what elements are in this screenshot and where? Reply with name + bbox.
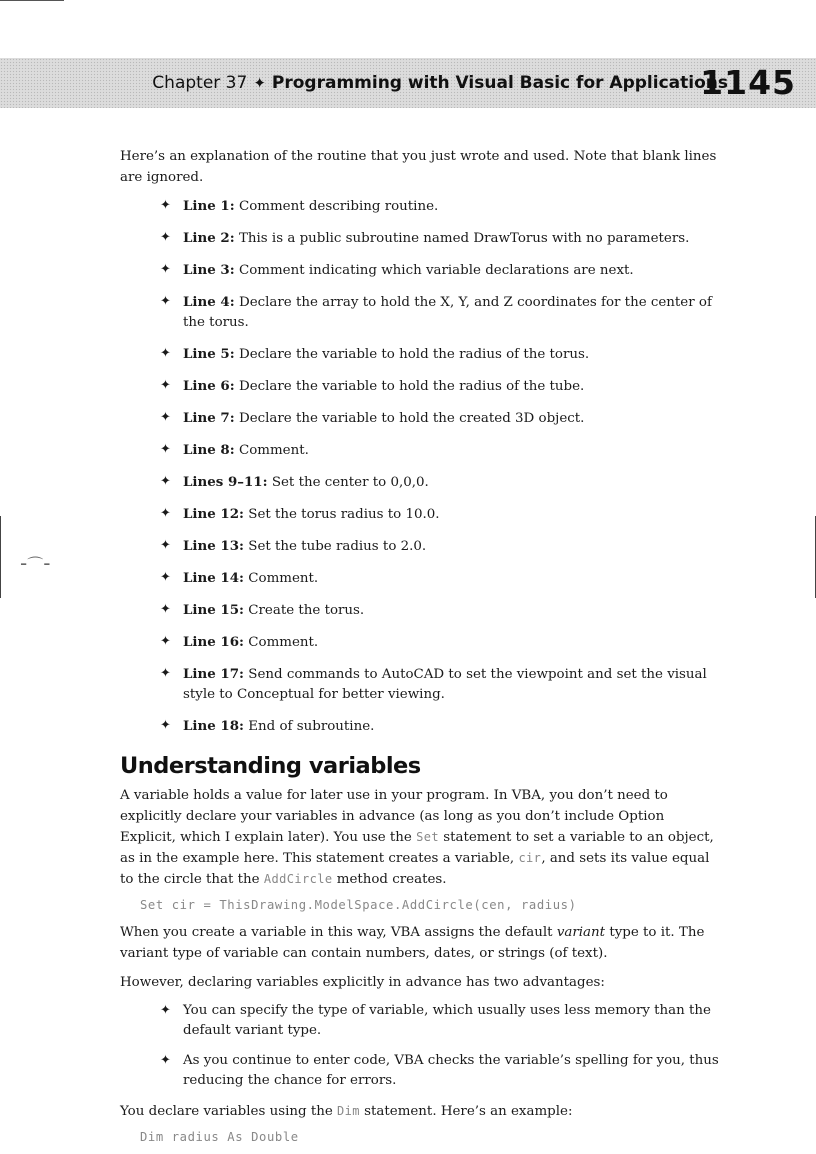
line-description: Set the center to 0,0,0.: [271, 475, 429, 490]
line-explanation-item: [120, 228, 720, 249]
line-explanation-item: [120, 536, 720, 557]
code-dim: Dim: [337, 1104, 360, 1118]
chapter-label: Chapter 37: [152, 73, 248, 93]
variant-paragraph: [120, 922, 720, 964]
margin-line-left: [0, 516, 1, 598]
line-description: Set the torus radius to 10.0.: [248, 507, 440, 522]
code-addcircle: AddCircle: [263, 872, 333, 886]
line-label: Line 13:: [183, 538, 244, 554]
line-label: Line 4:: [183, 294, 235, 310]
dim-paragraph: [120, 1101, 720, 1122]
line-label: Line 5:: [183, 346, 235, 362]
bullet-diamond-icon: ✦: [160, 602, 171, 617]
text-run: type to it. The variant type of variable can contain numbers, dates, or strings (of text).: [120, 925, 705, 961]
bullet-diamond-icon: ✦: [160, 666, 171, 681]
line-description: Declare the variable to hold the created 3D object.: [238, 411, 585, 426]
line-label: Line 17:: [183, 666, 244, 682]
advantage-text: As you continue to enter code, VBA checks the variable’s spelling for you, thus reducing the chance for errors.: [183, 1053, 719, 1088]
code-cir: cir: [518, 851, 542, 865]
line-explanation-item: [120, 716, 720, 737]
line-explanation-item: [120, 260, 720, 281]
line-description: Comment.: [248, 635, 319, 650]
page-body: [120, 146, 720, 1154]
line-explanation-item: [120, 600, 720, 621]
text-run: statement. Here’s an example:: [359, 1104, 573, 1119]
line-explanation-item: [120, 292, 720, 333]
line-explanation-item: [120, 344, 720, 365]
line-label: Line 12:: [183, 506, 244, 522]
line-description: Declare the variable to hold the radius of the tube.: [238, 379, 585, 394]
line-explanation-item: [120, 408, 720, 429]
line-label: Line 15:: [183, 602, 244, 618]
bullet-diamond-icon: ✦: [160, 442, 171, 457]
line-description: Create the torus.: [248, 603, 365, 618]
line-label: Line 7:: [183, 410, 235, 426]
line-description: Declare the variable to hold the radius of the torus.: [238, 347, 590, 362]
line-explanation-item: [120, 504, 720, 525]
line-explanation-item: [120, 440, 720, 461]
line-label: Line 2:: [183, 230, 235, 246]
bullet-diamond-icon: ✦: [160, 474, 171, 489]
line-description: Comment.: [238, 443, 309, 458]
line-explanation-item: [120, 568, 720, 589]
line-description: Comment describing routine.: [238, 199, 439, 214]
line-label: Line 6:: [183, 378, 235, 394]
bullet-diamond-icon: ✦: [160, 410, 171, 425]
advantage-item: [120, 1051, 720, 1091]
variables-paragraph: [120, 785, 720, 890]
advantages-list: [120, 1001, 720, 1091]
advantage-text: You can specify the type of variable, which usually uses less memory than the default variant type.: [183, 1003, 711, 1038]
running-head: [152, 73, 728, 93]
intro-paragraph: Here’s an explanation of the routine that you just wrote and used. Note that blank lines are ignored.: [120, 149, 717, 185]
line-description: Send commands to AutoCAD to set the viewpoint and set the visual style to Conceptual for better viewing.: [183, 667, 707, 702]
bullet-diamond-icon: ✦: [160, 378, 171, 393]
bullet-diamond-icon: ✦: [160, 1053, 171, 1068]
advantage-item: [120, 1001, 720, 1041]
line-explanation-item: [120, 376, 720, 397]
line-label: Line 3:: [183, 262, 235, 278]
line-label: Line 1:: [183, 198, 235, 214]
bullet-diamond-icon: ✦: [160, 634, 171, 649]
line-explanation-list: [120, 196, 720, 737]
line-explanation-item: [120, 664, 720, 705]
code-set: Set: [416, 830, 439, 844]
text-run: method creates.: [332, 872, 447, 887]
line-label: Line 8:: [183, 442, 235, 458]
chapter-title: Programming with Visual Basic for Applications: [271, 73, 728, 93]
line-label: Lines 9–11:: [183, 474, 268, 490]
bullet-diamond-icon: ✦: [160, 538, 171, 553]
code-example-set: Set cir = ThisDrawing.ModelSpace.AddCircle(cen, radius): [140, 898, 577, 912]
bullet-diamond-icon: ✦: [160, 294, 171, 309]
section-heading: Understanding variables: [120, 753, 421, 779]
bullet-diamond-icon: ✦: [160, 198, 171, 213]
bullet-diamond-icon: ✦: [160, 346, 171, 361]
code-example-dim: Dim radius As Double: [140, 1130, 299, 1144]
line-explanation-item: [120, 196, 720, 217]
line-description: Comment.: [248, 571, 319, 586]
line-explanation-item: [120, 472, 720, 493]
corner-rule: [0, 0, 64, 1]
text-run: statement to set a variable to an object, as in the example here. This statement creates a variable,: [120, 830, 714, 866]
text-run: When you create a variable in this way, VBA assigns the default: [120, 925, 557, 940]
line-description: End of subroutine.: [248, 719, 375, 734]
text-run: You declare variables using the: [120, 1104, 338, 1119]
crop-mark-icon: -⌒-: [20, 551, 51, 575]
line-description: Set the tube radius to 2.0.: [248, 539, 427, 554]
emphasis-variant: variant: [556, 925, 606, 940]
line-description: Comment indicating which variable declarations are next.: [238, 263, 634, 278]
bullet-diamond-icon: ✦: [160, 262, 171, 277]
line-description: Declare the array to hold the X, Y, and Z coordinates for the center of the torus.: [183, 295, 712, 330]
line-description: This is a public subroutine named DrawTorus with no parameters.: [238, 231, 690, 246]
bullet-diamond-icon: ✦: [160, 570, 171, 585]
diamond-icon: ✦: [253, 74, 266, 92]
advantages-intro: However, declaring variables explicitly in advance has two advantages:: [120, 975, 605, 990]
text-run: A variable holds a value for later use in your program. In VBA, you don’t need to explicitly declare your variables in advance (as long as you don’t include Option Explicit, which I explain later). You use the: [120, 788, 668, 845]
line-label: Line 18:: [183, 718, 244, 734]
line-label: Line 14:: [183, 570, 244, 586]
line-label: Line 16:: [183, 634, 244, 650]
bullet-diamond-icon: ✦: [160, 1003, 171, 1018]
text-run: , and sets its value equal to the circle that the: [120, 851, 710, 887]
bullet-diamond-icon: ✦: [160, 230, 171, 245]
line-explanation-item: [120, 632, 720, 653]
bullet-diamond-icon: ✦: [160, 506, 171, 521]
bullet-diamond-icon: ✦: [160, 718, 171, 733]
page-number: 1145: [700, 63, 796, 102]
